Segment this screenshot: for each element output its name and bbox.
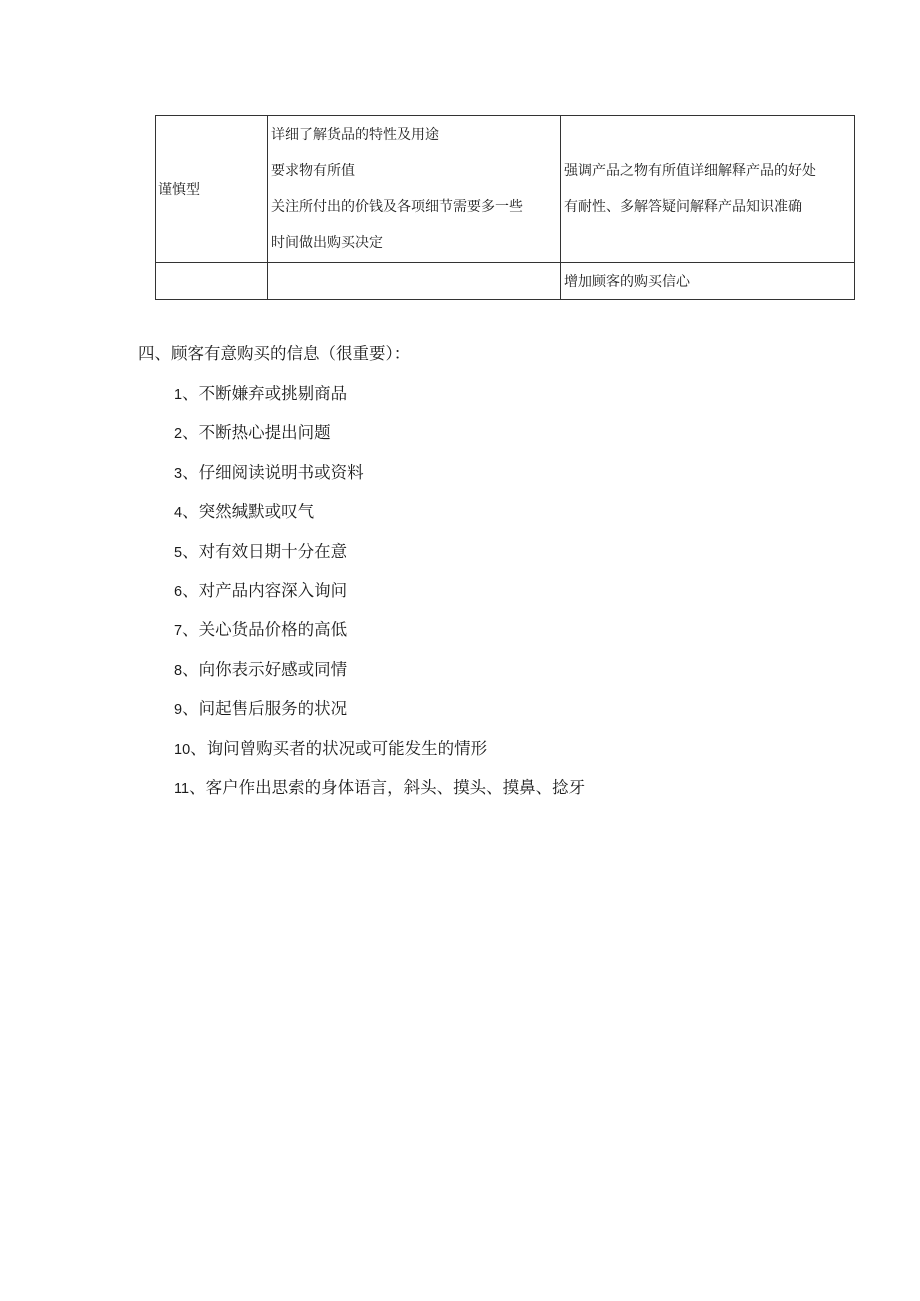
list-item [174, 696, 585, 735]
strategy-line: 有耐性、多解答疑问解释产品知识准确 [564, 199, 802, 215]
section-heading: 四、顾客有意购买的信息（很重要）： [138, 344, 411, 363]
table-row [156, 263, 855, 300]
list-item [174, 381, 585, 420]
item-text: 、不断嫌弃或挑剔商品 [182, 384, 348, 403]
item-number: 10 [174, 741, 191, 758]
item-text: 、对产品内容深入询问 [182, 580, 348, 600]
trait-line: 时间做出购买决定 [271, 235, 383, 251]
customer-type-label: 谨慎型 [158, 182, 200, 198]
list-item [174, 460, 585, 499]
sales-strategy-cell [561, 116, 855, 263]
item-number: 3 [174, 465, 183, 482]
item-number: 6 [174, 583, 183, 600]
table-row [156, 116, 855, 263]
list-item [174, 775, 585, 814]
customer-type-cell [156, 116, 268, 263]
item-text: 、突然缄默或叹气 [182, 502, 315, 522]
item-number: 2 [174, 426, 183, 443]
strategy-line: 增加顾客的购买信心 [564, 274, 690, 290]
list-item [174, 736, 585, 775]
item-text: 、问起售后服务的状况 [182, 699, 348, 719]
list-item [174, 499, 585, 538]
item-number: 11 [174, 780, 190, 797]
list-item [174, 617, 585, 656]
list-item [174, 420, 585, 459]
item-text: 、客户作出思索的身体语言，斜头、摸头、摸鼻、捻牙 [189, 777, 586, 797]
item-number: 5 [174, 544, 183, 561]
trait-line: 详细了解货品的特性及用途 [271, 127, 439, 143]
item-text: 、询问曾购买者的状况或可能发生的情形 [190, 738, 488, 758]
sales-strategy-cell [561, 263, 855, 300]
customer-traits-cell [268, 263, 561, 300]
customer-traits-cell [268, 116, 561, 263]
customer-type-cell [156, 263, 268, 300]
customer-type-table [155, 115, 855, 300]
list-item [174, 657, 585, 696]
strategy-line: 强调产品之物有所值详细解释产品的好处 [564, 163, 816, 179]
item-number: 4 [174, 505, 183, 522]
trait-line: 关注所付出的价钱及各项细节需要多一些 [271, 199, 523, 215]
buying-signals-list [174, 381, 585, 814]
item-text: 、对有效日期十分在意 [182, 541, 348, 561]
item-number: 8 [174, 662, 183, 679]
trait-line: 要求物有所值 [271, 163, 355, 179]
list-item [174, 578, 585, 617]
item-number: 7 [174, 623, 183, 640]
item-number: 1 [174, 387, 183, 403]
item-text: 、向你表示好感或同情 [182, 659, 348, 679]
item-text: 、关心货品价格的高低 [182, 620, 348, 640]
item-text: 、仔细阅读说明书或资料 [182, 462, 364, 482]
item-number: 9 [174, 702, 183, 719]
list-item [174, 539, 585, 578]
item-text: 、不断热心提出问题 [182, 423, 331, 443]
